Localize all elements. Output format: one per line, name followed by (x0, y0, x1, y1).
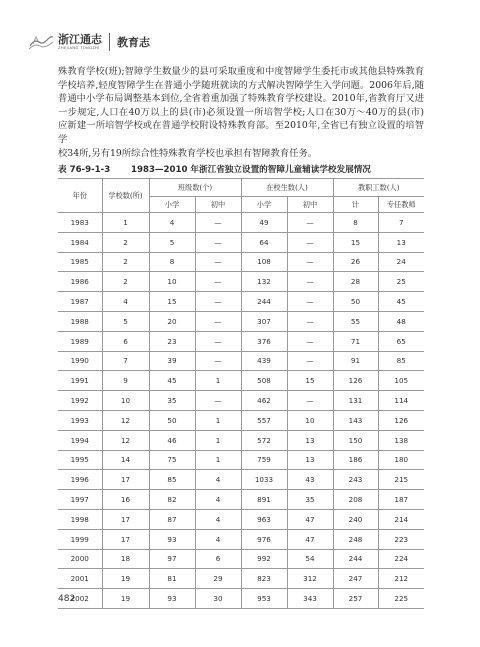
table-cell: 81 (149, 569, 195, 589)
brand-subtitle: ZHEJIANG TONGZHI (58, 45, 100, 50)
table-cell: 50 (149, 410, 195, 430)
table-row (58, 450, 424, 470)
table-cell: 1990 (58, 351, 102, 371)
table-cell: 1999 (58, 529, 102, 549)
table-row (58, 470, 424, 490)
table-cell: 10 (287, 410, 333, 430)
table-row (58, 509, 424, 529)
table-cell: 23 (149, 331, 195, 351)
table-cell: — (287, 331, 333, 351)
table-cell: 50 (333, 292, 378, 312)
table-cell: 462 (241, 391, 287, 411)
table-cell: 131 (333, 391, 378, 411)
table-cell: 28 (333, 272, 378, 292)
table-cell: 13 (287, 430, 333, 450)
brand (58, 34, 102, 51)
table-cell: 15 (333, 232, 378, 252)
table-cell: 4 (195, 529, 241, 549)
table-cell: 891 (241, 490, 287, 510)
table-cell: — (195, 232, 241, 252)
table-cell: 4 (195, 490, 241, 510)
table-cell: 13 (287, 450, 333, 470)
table-cell: 46 (149, 430, 195, 450)
table-row (58, 589, 424, 609)
table-cell: — (287, 311, 333, 331)
table-cell: — (195, 272, 241, 292)
table-cell: 225 (378, 589, 424, 609)
table-cell: 12 (102, 410, 149, 430)
table-row (58, 430, 424, 450)
table-cell: 1988 (58, 311, 102, 331)
table-cell: 114 (378, 391, 424, 411)
table-cell: 1 (195, 450, 241, 470)
table-cell: — (287, 232, 333, 252)
table-cell: 244 (241, 292, 287, 312)
table-row (58, 410, 424, 430)
table-cell: 248 (333, 529, 378, 549)
table-cell: 12 (102, 430, 149, 450)
table-cell: 572 (241, 430, 287, 450)
table-cell: 1995 (58, 450, 102, 470)
table-cell: 257 (333, 589, 378, 609)
table-cell: — (195, 311, 241, 331)
table-cell: 45 (149, 371, 195, 391)
table-cell: 126 (333, 371, 378, 391)
table-cell: 1998 (58, 509, 102, 529)
table-cell: 186 (333, 450, 378, 470)
table-cell: 8 (149, 252, 195, 272)
table-cell: 180 (378, 450, 424, 470)
table-cell: 26 (333, 252, 378, 272)
table-cell: 953 (241, 589, 287, 609)
table-cell: 1983 (58, 213, 102, 233)
table-cell: 2001 (58, 569, 102, 589)
table-cell: 10 (149, 272, 195, 292)
table-cell: 1033 (241, 470, 287, 490)
table-cell: 39 (149, 351, 195, 371)
table-cell: 187 (378, 490, 424, 510)
zhejiang-tongzhi-logo-icon (28, 33, 54, 51)
table-cell: 105 (378, 371, 424, 391)
table-cell: — (195, 252, 241, 272)
table-cell: — (195, 331, 241, 351)
table-cell: 7 (102, 351, 149, 371)
table-cell: 64 (241, 232, 287, 252)
table-cell: 143 (333, 410, 378, 430)
table-cell: 150 (333, 430, 378, 450)
table-cell: 1 (195, 410, 241, 430)
table-cell: 10 (102, 391, 149, 411)
page-number: 482 (58, 594, 76, 604)
table-row (58, 311, 424, 331)
table-cell: 54 (287, 549, 333, 569)
table-row (58, 371, 424, 391)
table-cell: 15 (149, 292, 195, 312)
table-cell: — (287, 252, 333, 272)
table-cell: 71 (333, 331, 378, 351)
table-caption (58, 163, 424, 175)
table-cell: 1 (102, 213, 149, 233)
table-cell: — (287, 292, 333, 312)
table-cell: 312 (287, 569, 333, 589)
table-cell: — (195, 292, 241, 312)
paragraph-line: 校34所,另有19所综合性特殊教育学校也承担有智障教育任务。 (58, 147, 318, 159)
table-row (58, 232, 424, 252)
table-cell: 2 (102, 252, 149, 272)
table-cell: 49 (241, 213, 287, 233)
table-cell: 2000 (58, 549, 102, 569)
table-cell: 307 (241, 311, 287, 331)
table-cell: 343 (287, 589, 333, 609)
table-cell: 108 (241, 252, 287, 272)
table-cell: 65 (378, 331, 424, 351)
table-cell: 208 (333, 490, 378, 510)
paragraph-line: 殊教育学校(班);智障学生数量少的县可采取重度和中度智障学生委托市或其他县特殊教育 (58, 66, 424, 77)
table-cell: 5 (102, 311, 149, 331)
table-cell: — (195, 391, 241, 411)
table-cell: 25 (378, 272, 424, 292)
table-cell: 223 (378, 529, 424, 549)
table-cell: 2002 (58, 589, 102, 609)
table-cell: 1984 (58, 232, 102, 252)
table-cell: 82 (149, 490, 195, 510)
table-cell: 55 (333, 311, 378, 331)
table-row (58, 272, 424, 292)
header-classes: 班级数(个) (149, 179, 241, 197)
page-header (28, 31, 150, 53)
table-cell: 17 (102, 509, 149, 529)
table-cell: 24 (378, 252, 424, 272)
table-cell: 45 (378, 292, 424, 312)
paragraph-line: 普通中小学布局调整基本到位,全省着重加强了特殊教育学校建设。2010年,省教育厅又进 (58, 93, 424, 105)
table-cell: 85 (149, 470, 195, 490)
table-row (58, 331, 424, 351)
table-row (58, 391, 424, 411)
header-year: 年份 (58, 179, 102, 213)
table-cell: — (287, 351, 333, 371)
table-cell: 17 (102, 470, 149, 490)
subheader-primary: 小学 (149, 197, 195, 213)
table-header-row (58, 179, 424, 197)
table-cell: 85 (378, 351, 424, 371)
table-row (58, 549, 424, 569)
table-cell: 4 (149, 213, 195, 233)
table-cell: 557 (241, 410, 287, 430)
table-cell: 823 (241, 569, 287, 589)
table-cell: 1996 (58, 470, 102, 490)
table-title: 1983—2010 年浙江省独立设置的智障儿童辅读学校发展情况 (131, 165, 371, 175)
table-cell: 247 (333, 569, 378, 589)
table-cell: 243 (333, 470, 378, 490)
subheader-total: 计 (333, 197, 378, 213)
table-cell: 35 (149, 391, 195, 411)
table-cell: 30 (195, 589, 241, 609)
table-cell: 14 (102, 450, 149, 470)
table-cell: 1992 (58, 391, 102, 411)
data-table (58, 178, 424, 609)
table-cell: 240 (333, 509, 378, 529)
table-cell: 963 (241, 509, 287, 529)
header-schools: 学校数(所) (102, 179, 149, 213)
table-cell: 48 (378, 311, 424, 331)
table-cell: 1994 (58, 430, 102, 450)
table-cell: 6 (195, 549, 241, 569)
table-cell: 29 (195, 569, 241, 589)
brand-title: 浙江通志 (58, 32, 102, 46)
table-cell: 976 (241, 529, 287, 549)
table-row (58, 292, 424, 312)
table-cell: 376 (241, 331, 287, 351)
table-cell: 87 (149, 509, 195, 529)
table-cell: 1 (195, 430, 241, 450)
table-cell: — (287, 391, 333, 411)
table-cell: 126 (378, 410, 424, 430)
table-cell: — (287, 272, 333, 292)
table-cell: 224 (378, 549, 424, 569)
table-cell: 93 (149, 589, 195, 609)
table-cell: 439 (241, 351, 287, 371)
table-cell: 91 (333, 351, 378, 371)
table-number: 表 76-9-1-3 (58, 165, 111, 175)
table-cell: 2 (102, 232, 149, 252)
table-cell: 4 (195, 470, 241, 490)
table-cell: 19 (102, 589, 149, 609)
table-cell: 43 (287, 470, 333, 490)
table-row (58, 351, 424, 371)
table-cell: 1987 (58, 292, 102, 312)
table-cell: 2 (102, 272, 149, 292)
paragraph-line: 学校培养,轻度智障学生在普通小学随班就读的方式解决智障学生入学问题。2006年后,随 (58, 79, 424, 91)
table-cell: 75 (149, 450, 195, 470)
table-cell: 8 (333, 213, 378, 233)
table-cell: 212 (378, 569, 424, 589)
table-cell: 244 (333, 549, 378, 569)
table-cell: 17 (102, 529, 149, 549)
table-cell: 1986 (58, 272, 102, 292)
subheader-junior: 初中 (195, 197, 241, 213)
table-cell: 1993 (58, 410, 102, 430)
table-cell: 759 (241, 450, 287, 470)
table-row (58, 529, 424, 549)
table-cell: 15 (287, 371, 333, 391)
table-cell: 1985 (58, 252, 102, 272)
table-cell: 1 (195, 371, 241, 391)
table-row (58, 252, 424, 272)
subheader-primary: 小学 (241, 197, 287, 213)
table-cell: 132 (241, 272, 287, 292)
table-cell: 47 (287, 509, 333, 529)
table-cell: 992 (241, 549, 287, 569)
table-cell: 93 (149, 529, 195, 549)
table-cell: 19 (102, 569, 149, 589)
table-cell: 47 (287, 529, 333, 549)
table-cell: 4 (102, 292, 149, 312)
table-cell: 508 (241, 371, 287, 391)
subheader-teachers: 专任教师 (378, 197, 424, 213)
table-cell: 215 (378, 470, 424, 490)
table-cell: 16 (102, 490, 149, 510)
table-row (58, 490, 424, 510)
table-row (58, 213, 424, 233)
header-staff: 教职工数(人) (333, 179, 424, 197)
table-cell: 1997 (58, 490, 102, 510)
paragraph-line: 应新建一所培智学校或在普通学校附设特殊教育部。至2010年,全省已有独立设置的培智学 (58, 120, 424, 145)
table-cell: 214 (378, 509, 424, 529)
table-cell: 1991 (58, 371, 102, 391)
paragraph-line: 一步规定,人口在40万以上的县(市)必须设置一所培智学校;人口在30万～40万的县(市) (58, 106, 424, 118)
table-cell: 138 (378, 430, 424, 450)
table-cell: 9 (102, 371, 149, 391)
table-row (58, 569, 424, 589)
table-cell: 13 (378, 232, 424, 252)
table-cell: 6 (102, 331, 149, 351)
table-cell: 20 (149, 311, 195, 331)
table-cell: — (287, 213, 333, 233)
table-cell: — (195, 213, 241, 233)
table-cell: 5 (149, 232, 195, 252)
table-cell: 35 (287, 490, 333, 510)
header-divider (109, 33, 110, 51)
subheader-junior: 初中 (287, 197, 333, 213)
table-cell: 18 (102, 549, 149, 569)
table-cell: 4 (195, 509, 241, 529)
table-cell: — (195, 351, 241, 371)
table-cell: 97 (149, 549, 195, 569)
table-cell: 1989 (58, 331, 102, 351)
volume-title: 教育志 (117, 36, 150, 49)
header-students: 在校生数(人) (241, 179, 333, 197)
table-cell: 7 (378, 213, 424, 233)
body-paragraph (58, 65, 424, 160)
